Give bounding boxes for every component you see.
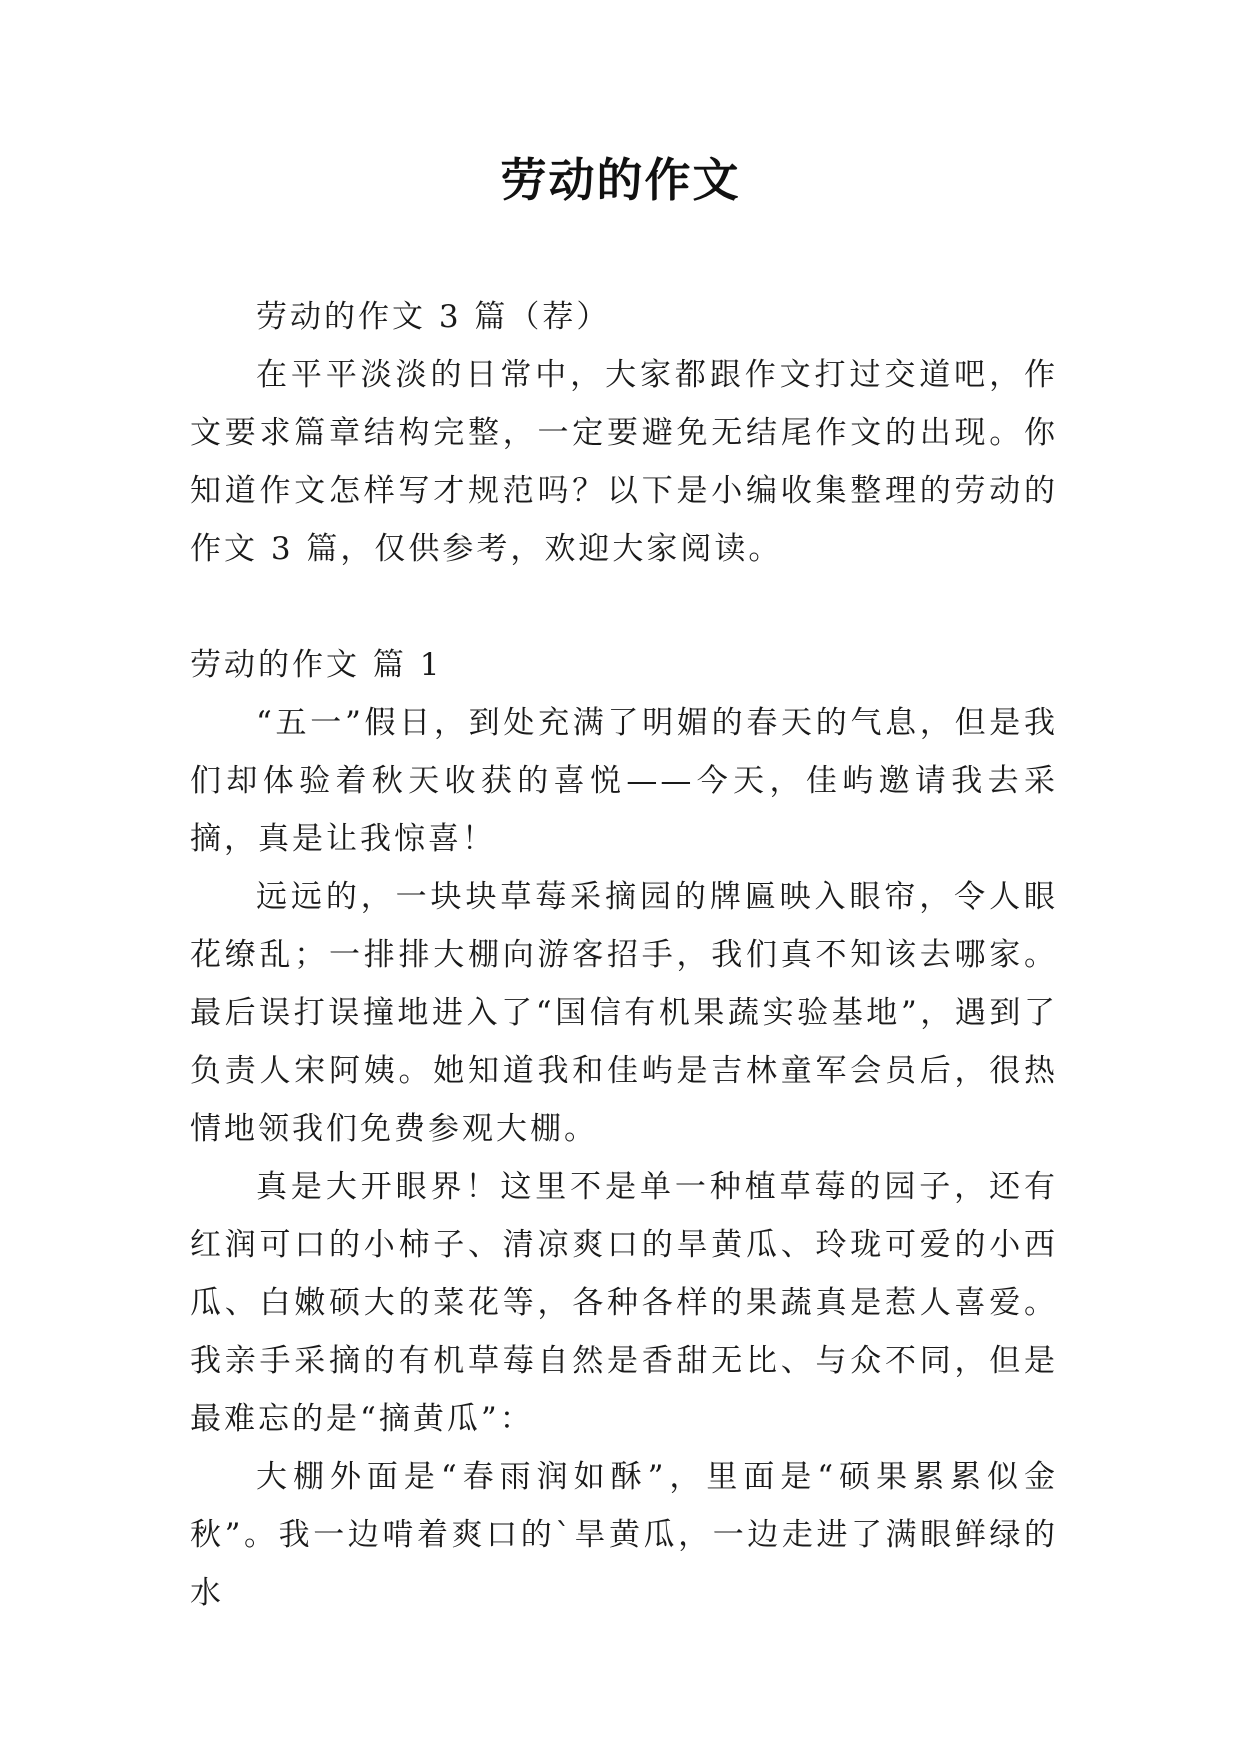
intro-paragraph: 在平平淡淡的日常中，大家都跟作文打过交道吧，作文要求篇章结构完整，一定要避免无结尾作文的出现。你知道作文怎样写才规范吗？以下是小编收集整理的劳动的作文 3 篇，仅供参考，欢迎大家阅读。 [190, 357, 1058, 567]
body-paragraph: 大棚外面是“春雨润如酥”，里面是“硕果累累似金秋”。我一边啃着爽口的`旱黄瓜，一边走进了满眼鲜绿的水 [190, 1459, 1058, 1611]
document-title: 劳动的作文 [500, 153, 741, 207]
document-body [190, 288, 1058, 1622]
body-paragraph: 真是大开眼界！这里不是单一种植草莓的园子，还有红润可口的小柿子、清凉爽口的旱黄瓜、玲珑可爱的小西瓜、白嫩硕大的菜花等，各种各样的果蔬真是惹人喜爱。我亲手采摘的有机草莓自然是香甜无比、与众不同，但是最难忘的是“摘黄瓜”： [190, 1169, 1058, 1437]
body-paragraph: “五一”假日，到处充满了明媚的春天的气息，但是我们却体验着秋天收获的喜悦——今天，佳屿邀请我去采摘，真是让我惊喜！ [190, 705, 1058, 857]
section-heading: 劳动的作文 篇 1 [190, 647, 443, 683]
body-paragraph: 远远的，一块块草莓采摘园的牌匾映入眼帘，令人眼花缭乱；一排排大棚向游客招手，我们真不知该去哪家。最后误打误撞地进入了“国信有机果蔬实验基地”，遇到了负责人宋阿姨。她知道我和佳屿是吉林童军会员后，很热情地领我们免费参观大棚。 [190, 879, 1058, 1147]
document-subtitle: 劳动的作文 3 篇（荐） [256, 299, 611, 335]
